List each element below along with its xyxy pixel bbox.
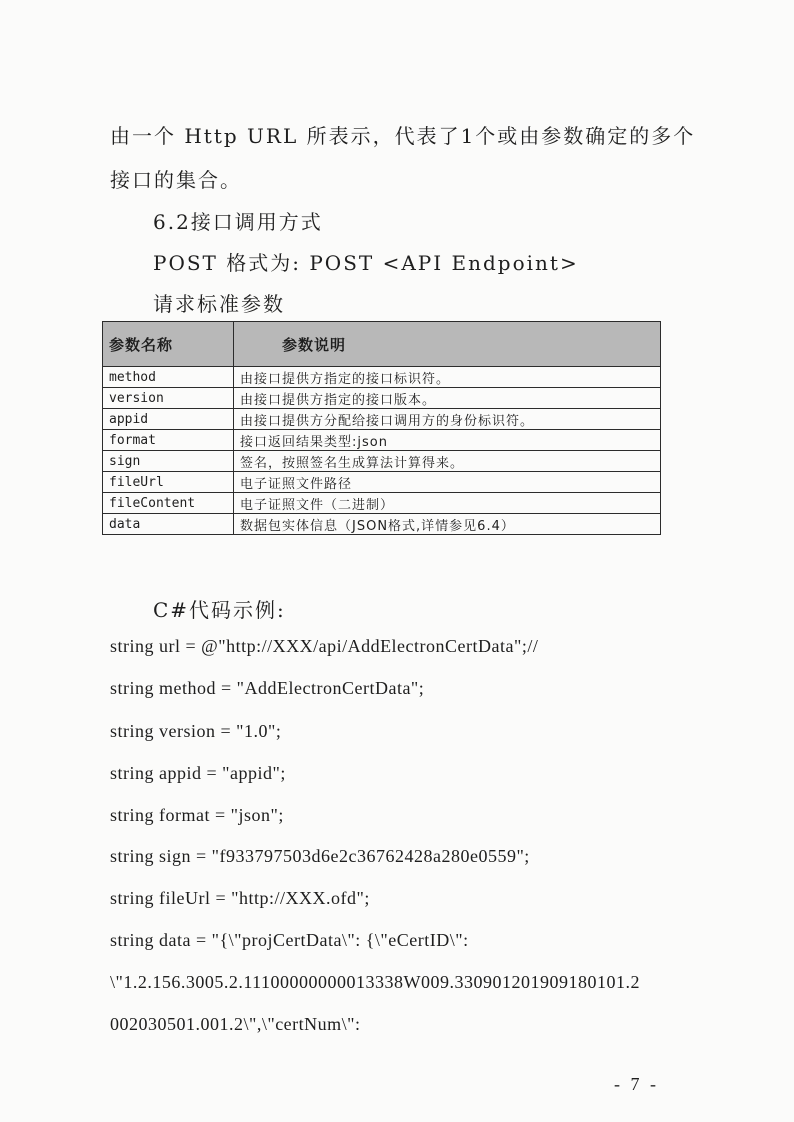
param-name-cell: format	[103, 430, 234, 451]
header-param-desc: 参数说明	[234, 322, 661, 367]
code-line: string version = "1.0";	[110, 721, 282, 741]
param-desc-cell: 接口返回结果类型:json	[234, 430, 661, 451]
post-format-line: POST 格式为: POST <API Endpoint>	[153, 251, 579, 275]
param-name-cell: version	[103, 388, 234, 409]
table-row	[103, 514, 661, 535]
paragraph-line-1: 由一个 Http URL 所表示，代表了1个或由参数确定的多个	[110, 124, 696, 148]
code-line: string format = "json";	[110, 805, 284, 825]
param-name-cell: sign	[103, 451, 234, 472]
section-heading: 6.2接口调用方式	[153, 210, 323, 234]
code-example-heading: C#代码示例:	[153, 598, 286, 622]
param-desc-cell: 由接口提供方指定的接口版本。	[234, 388, 661, 409]
table-row	[103, 493, 661, 514]
param-desc-cell: 数据包实体信息（JSON格式,详情参见6.4）	[234, 514, 661, 535]
code-line: \"1.2.156.3005.2.11100000000013338W009.330901201909180101.2	[110, 972, 641, 992]
table-header-row	[103, 322, 661, 367]
param-desc-cell: 由接口提供方分配给接口调用方的身份标识符。	[234, 409, 661, 430]
code-line: 002030501.001.2\",\"certNum\":	[110, 1014, 361, 1034]
param-name-cell: fileUrl	[103, 472, 234, 493]
param-desc-cell: 签名，按照签名生成算法计算得来。	[234, 451, 661, 472]
table-row	[103, 388, 661, 409]
code-line: string method = "AddElectronCertData";	[110, 678, 425, 698]
param-name-cell: method	[103, 367, 234, 388]
table-row	[103, 367, 661, 388]
paragraph-line-2: 接口的集合。	[110, 168, 242, 192]
request-params-table	[102, 321, 661, 535]
code-line: string data = "{\"projCertData\": {\"eCertID\":	[110, 930, 469, 950]
header-param-name: 参数名称	[103, 322, 234, 367]
table-row	[103, 472, 661, 493]
param-desc-cell: 电子证照文件（二进制）	[234, 493, 661, 514]
table-caption: 请求标准参数	[153, 292, 285, 316]
table-row	[103, 409, 661, 430]
code-line: string url = @"http://XXX/api/AddElectronCertData";//	[110, 636, 539, 656]
table-row	[103, 430, 661, 451]
table-row	[103, 451, 661, 472]
code-line: string appid = "appid";	[110, 763, 286, 783]
param-name-cell: fileContent	[103, 493, 234, 514]
code-line: string fileUrl = "http://XXX.ofd";	[110, 888, 370, 908]
code-line: string sign = "f933797503d6e2c36762428a280e0559";	[110, 846, 530, 866]
param-desc-cell: 由接口提供方指定的接口标识符。	[234, 367, 661, 388]
param-name-cell: appid	[103, 409, 234, 430]
page-number: - 7 -	[614, 1074, 659, 1094]
param-desc-cell: 电子证照文件路径	[234, 472, 661, 493]
param-name-cell: data	[103, 514, 234, 535]
